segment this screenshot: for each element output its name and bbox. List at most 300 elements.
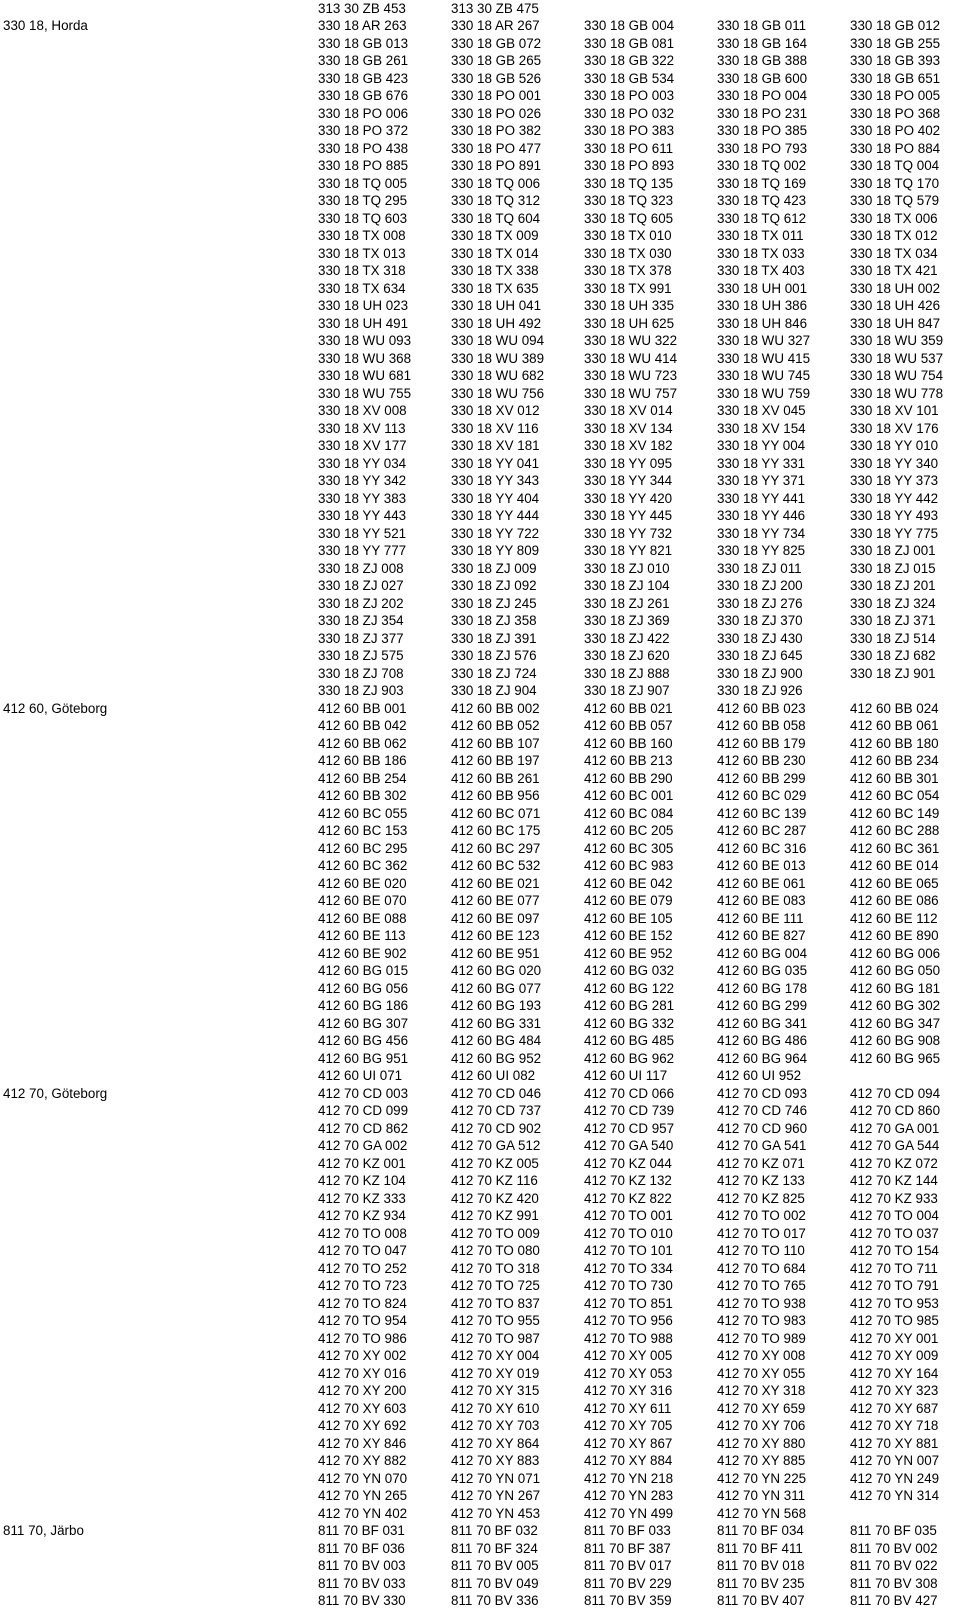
code-cell: 412 70 GA 540 [584, 1138, 674, 1153]
code-cell: 811 70 BV 018 [717, 1558, 805, 1573]
listing-row [0, 1417, 960, 1435]
code-cell: 412 60 BG 056 [318, 980, 409, 996]
code-cell: 412 60 BE 113 [318, 928, 406, 943]
code-cell: 330 18 UH 491 [318, 315, 409, 331]
code-cell: 330 18 TX 008 [318, 228, 406, 243]
code-cell: 412 70 GA 001 [850, 1120, 940, 1136]
code-cell: 412 60 BB 062 [318, 735, 407, 751]
code-cell: 412 60 BE 077 [451, 893, 540, 908]
code-cell: 330 18 XV 014 [584, 403, 673, 418]
code-cell: 412 70 KZ 001 [318, 1155, 406, 1171]
code-cell: 330 18 ZJ 900 [717, 665, 803, 681]
listing-row [0, 122, 960, 140]
code-cell: 412 70 CD 957 [584, 1120, 675, 1136]
code-cell: 330 18 TX 011 [717, 228, 804, 243]
code-cell: 412 60 BC 054 [850, 788, 940, 803]
code-cell: 412 70 XY 002 [318, 1348, 407, 1363]
code-cell: 330 18 TX 378 [584, 263, 672, 278]
listing-row [0, 595, 960, 613]
code-cell: 412 70 CD 066 [584, 1085, 675, 1101]
code-cell: 330 18 AR 267 [451, 18, 540, 33]
code-cell: 412 60 BB 002 [451, 700, 540, 716]
code-cell: 412 60 BB 179 [717, 735, 806, 751]
code-cell: 330 18 GB 261 [318, 53, 409, 68]
code-cell: 330 18 ZJ 354 [318, 613, 404, 628]
code-cell: 330 18 ZJ 104 [584, 578, 670, 593]
code-cell: 330 18 TQ 605 [584, 210, 674, 226]
code-cell: 412 70 KZ 822 [584, 1190, 672, 1206]
code-cell: 412 70 XY 867 [584, 1435, 673, 1451]
code-cell: 330 18 YY 446 [717, 508, 806, 523]
code-cell: 330 18 TQ 423 [717, 193, 807, 208]
code-cell: 412 60 BE 827 [717, 928, 806, 943]
listing-row [0, 297, 960, 315]
code-cell: 412 60 BE 088 [318, 910, 407, 926]
code-cell: 811 70 BV 005 [451, 1558, 539, 1573]
code-cell: 330 18 YY 095 [584, 455, 673, 471]
code-cell: 412 70 XY 703 [451, 1418, 540, 1433]
code-cell: 412 60 BC 288 [850, 823, 940, 838]
code-cell: 412 70 YN 267 [451, 1488, 541, 1503]
code-cell: 412 70 YN 070 [318, 1470, 408, 1486]
listing-row [0, 1015, 960, 1033]
code-cell: 330 18 TX 009 [451, 228, 539, 243]
code-cell: 412 60 BG 952 [451, 1050, 542, 1066]
code-cell: 412 60 BG 032 [584, 963, 675, 978]
code-cell: 412 70 CD 737 [451, 1103, 542, 1118]
code-cell: 330 18 PO 383 [584, 123, 675, 138]
code-cell: 330 18 TQ 612 [717, 210, 807, 226]
code-cell: 412 70 YN 453 [451, 1505, 541, 1521]
code-cell: 330 18 TX 033 [717, 245, 805, 261]
code-cell: 412 70 XY 055 [717, 1365, 806, 1381]
code-cell: 412 60 BB 024 [850, 700, 939, 716]
code-cell: 330 18 PO 893 [584, 158, 675, 173]
listing-row [0, 647, 960, 665]
code-cell: 412 70 TO 101 [584, 1243, 673, 1258]
code-cell: 330 18 YY 373 [850, 473, 939, 488]
code-cell: 412 60 BG 962 [584, 1050, 675, 1066]
code-cell: 330 18 ZJ 576 [451, 648, 537, 663]
code-cell: 330 18 WU 327 [717, 333, 811, 348]
code-cell: 330 18 TX 421 [850, 263, 938, 278]
code-cell: 330 18 TX 635 [451, 280, 539, 296]
code-cell: 330 18 PO 026 [451, 105, 542, 121]
listing-row [0, 1190, 960, 1208]
code-cell: 412 60 BE 111 [717, 910, 804, 926]
listing-row [0, 1137, 960, 1155]
listing-row [0, 735, 960, 753]
code-cell: 330 18 YY 825 [717, 543, 806, 558]
code-cell: 412 60 BB 023 [717, 700, 806, 716]
code-cell: 412 60 BG 077 [451, 980, 542, 996]
code-cell: 412 70 TO 725 [451, 1278, 540, 1293]
code-cell: 412 60 BE 097 [451, 910, 540, 926]
listing-row [0, 1522, 960, 1540]
code-cell: 330 18 YY 383 [318, 490, 407, 506]
code-cell: 412 70 GA 544 [850, 1138, 940, 1153]
code-cell: 412 70 KZ 116 [451, 1173, 538, 1188]
code-cell: 412 60 BE 079 [584, 893, 673, 908]
listing-row [0, 175, 960, 193]
listing-row [0, 752, 960, 770]
code-cell: 412 70 KZ 133 [717, 1173, 805, 1188]
code-cell: 412 60 BC 362 [318, 858, 408, 873]
code-cell: 330 18 UH 426 [850, 298, 941, 313]
code-cell: 330 18 TQ 002 [717, 158, 807, 173]
listing-row [0, 35, 960, 53]
code-cell: 412 70 TO 154 [850, 1243, 939, 1258]
code-cell: 330 18 WU 094 [451, 333, 545, 348]
listing-row [0, 1155, 960, 1173]
code-cell: 412 70 XY 864 [451, 1435, 540, 1451]
code-cell: 412 60 BE 890 [850, 928, 939, 943]
listing-row [0, 1487, 960, 1505]
code-cell: 412 60 BB 290 [584, 770, 673, 786]
code-cell: 330 18 XV 116 [451, 420, 539, 436]
code-cell: 412 70 CD 746 [717, 1103, 808, 1118]
code-cell: 412 70 CD 093 [717, 1085, 808, 1101]
listing-row [0, 1470, 960, 1488]
code-cell: 330 18 GB 322 [584, 53, 675, 68]
code-cell: 412 70 TO 985 [850, 1313, 939, 1328]
code-cell: 330 18 ZJ 009 [451, 560, 537, 576]
code-cell: 412 70 TO 009 [451, 1225, 540, 1241]
code-cell: 330 18 PO 885 [318, 158, 409, 173]
code-cell: 330 18 YY 443 [318, 508, 407, 523]
code-cell: 330 18 YY 775 [850, 525, 939, 541]
listing-row [0, 192, 960, 210]
code-cell: 412 70 KZ 825 [717, 1190, 805, 1206]
code-cell: 412 70 TO 989 [717, 1330, 806, 1346]
code-cell: 412 60 BG 347 [850, 1015, 941, 1031]
code-cell: 412 60 BC 153 [318, 823, 408, 838]
code-cell: 412 70 XY 883 [451, 1453, 540, 1468]
code-cell: 412 60 BE 070 [318, 893, 407, 908]
code-cell: 330 18 YY 734 [717, 525, 806, 541]
code-cell: 330 18 YY 493 [850, 508, 939, 523]
code-cell: 412 60 BE 951 [451, 945, 540, 961]
code-cell: 330 18 PO 477 [451, 140, 542, 156]
listing-row [0, 822, 960, 840]
code-cell: 330 18 TX 006 [850, 210, 938, 226]
listing-row [0, 840, 960, 858]
listing-row [0, 1085, 960, 1103]
code-cell: 412 70 XY 008 [717, 1348, 806, 1363]
listing-row [0, 140, 960, 158]
listing-row [0, 577, 960, 595]
listing-row [0, 1225, 960, 1243]
code-cell: 330 18 ZJ 645 [717, 648, 803, 663]
code-cell: 412 60 BC 983 [584, 858, 674, 873]
code-cell: 811 70 BV 427 [850, 1593, 938, 1608]
code-cell: 330 18 GB 393 [850, 53, 941, 68]
code-cell: 330 18 YY 343 [451, 473, 540, 488]
code-cell: 412 70 GA 002 [318, 1138, 408, 1153]
code-cell: 330 18 GB 011 [717, 18, 807, 33]
code-cell: 412 60 BC 055 [318, 805, 408, 821]
code-cell: 412 60 BG 331 [451, 1015, 542, 1031]
code-cell: 811 70 BV 330 [318, 1593, 406, 1608]
code-cell: 412 70 XY 318 [717, 1383, 806, 1398]
code-cell: 412 70 XY 880 [717, 1435, 806, 1451]
listing-row [0, 875, 960, 893]
code-cell: 330 18 GB 265 [451, 53, 542, 68]
code-cell: 412 70 TO 954 [318, 1313, 407, 1328]
code-cell: 330 18 ZJ 907 [584, 683, 670, 698]
listing-row [0, 1312, 960, 1330]
code-cell: 412 70 TO 010 [584, 1225, 673, 1241]
code-cell: 811 70 BF 324 [451, 1540, 538, 1556]
code-cell: 412 60 BG 193 [451, 998, 542, 1013]
code-cell: 313 30 ZB 475 [451, 1, 539, 16]
code-cell: 330 18 YY 342 [318, 473, 407, 488]
code-cell: 330 18 ZJ 245 [451, 595, 537, 611]
code-cell: 330 18 YY 521 [318, 525, 407, 541]
code-cell: 330 18 GB 423 [318, 70, 409, 86]
code-cell: 330 18 GB 526 [451, 70, 542, 86]
code-cell: 412 60 BG 004 [717, 945, 808, 961]
code-cell: 412 60 BC 149 [850, 805, 940, 821]
code-cell: 412 60 BG 951 [318, 1050, 409, 1066]
code-cell: 811 70 BF 036 [318, 1540, 405, 1556]
listing-row [0, 210, 960, 228]
code-cell: 330 18 XV 045 [717, 403, 806, 418]
code-cell: 412 60 BG 006 [850, 945, 941, 961]
code-cell: 330 18 PO 005 [850, 88, 941, 103]
code-cell: 412 70 TO 723 [318, 1278, 407, 1293]
code-cell: 412 70 KZ 005 [451, 1155, 539, 1171]
code-cell: 330 18 XV 101 [850, 403, 939, 418]
code-cell: 412 70 XY 603 [318, 1400, 407, 1416]
code-cell: 412 70 TO 002 [717, 1208, 806, 1223]
code-cell: 330 18 WU 389 [451, 350, 545, 366]
listing-row [0, 1172, 960, 1190]
code-cell: 330 18 UH 846 [717, 315, 808, 331]
code-cell: 412 60 BG 302 [850, 998, 941, 1013]
code-cell: 412 60 BG 332 [584, 1015, 675, 1031]
code-cell: 412 60 BG 484 [451, 1033, 542, 1048]
code-cell: 330 18 UH 492 [451, 315, 542, 331]
code-cell: 412 60 BG 186 [318, 998, 409, 1013]
code-cell: 412 60 BC 071 [451, 805, 541, 821]
code-cell: 412 60 BG 964 [717, 1050, 808, 1066]
code-cell: 330 18 ZJ 903 [318, 683, 404, 698]
listing-row [0, 455, 960, 473]
code-cell: 412 70 CD 094 [850, 1085, 941, 1101]
listing-row [0, 717, 960, 735]
code-cell: 412 70 TO 110 [717, 1243, 805, 1258]
code-cell: 330 18 YY 041 [451, 455, 540, 471]
code-cell: 412 60 BE 014 [850, 858, 939, 873]
code-cell: 330 18 TX 991 [584, 280, 672, 296]
code-cell: 330 18 ZJ 015 [850, 560, 936, 576]
code-cell: 330 18 YY 445 [584, 508, 673, 523]
code-cell: 412 60 BB 261 [451, 770, 540, 786]
code-cell: 330 18 ZJ 620 [584, 648, 670, 663]
code-cell: 330 18 TQ 135 [584, 175, 674, 191]
code-cell: 412 70 KZ 934 [318, 1208, 406, 1223]
listing-row [0, 420, 960, 438]
code-cell: 412 70 YN 311 [717, 1488, 806, 1503]
code-cell: 811 70 BV 003 [318, 1558, 406, 1573]
code-cell: 330 18 WU 757 [584, 385, 678, 401]
code-cell: 412 60 BB 001 [318, 700, 407, 716]
listing-row [0, 1050, 960, 1068]
code-cell: 330 18 TQ 170 [850, 175, 940, 191]
code-cell: 330 18 ZJ 092 [451, 578, 537, 593]
code-cell: 412 70 TO 955 [451, 1313, 540, 1328]
code-cell: 412 60 UI 117 [584, 1068, 668, 1083]
code-cell: 412 70 CD 003 [318, 1085, 409, 1101]
code-cell: 330 18 YY 344 [584, 473, 673, 488]
code-cell: 412 70 CD 862 [318, 1120, 409, 1136]
code-cell: 330 18 PO 611 [584, 140, 674, 156]
code-cell: 330 18 PO 793 [717, 140, 808, 156]
listing-row [0, 1277, 960, 1295]
code-cell: 412 70 TO 017 [717, 1225, 806, 1241]
code-cell: 330 18 TX 338 [451, 263, 539, 278]
code-cell: 330 18 YY 034 [318, 455, 407, 471]
code-cell: 330 18 TQ 169 [717, 175, 807, 191]
code-cell: 330 18 YY 420 [584, 490, 673, 506]
listing-row [0, 1505, 960, 1523]
code-cell: 412 70 YN 402 [318, 1505, 408, 1521]
code-cell: 412 70 YN 265 [318, 1488, 408, 1503]
code-cell: 330 18 ZJ 391 [451, 630, 537, 646]
listing-row [0, 630, 960, 648]
code-cell: 412 60 UI 952 [717, 1068, 802, 1083]
code-cell: 811 70 BV 002 [850, 1540, 938, 1556]
code-cell: 330 18 PO 891 [451, 158, 542, 173]
code-cell: 412 70 TO 711 [850, 1260, 938, 1276]
code-cell: 412 70 XY 315 [451, 1383, 540, 1398]
listing-row [0, 0, 960, 17]
code-cell: 412 60 BB 107 [451, 735, 540, 751]
code-cell: 330 18 GB 164 [717, 35, 808, 51]
code-cell: 412 60 BG 035 [717, 963, 808, 978]
code-cell: 412 70 KZ 072 [850, 1155, 938, 1171]
listing-row [0, 1452, 960, 1470]
code-cell: 330 18 TQ 579 [850, 193, 940, 208]
code-cell: 330 18 WU 368 [318, 350, 412, 366]
code-cell: 330 18 YY 441 [717, 490, 806, 506]
listing-row [0, 1067, 960, 1085]
code-cell: 330 18 XV 008 [318, 403, 407, 418]
code-cell: 412 60 BG 181 [850, 980, 941, 996]
code-cell: 330 18 GB 676 [318, 88, 409, 103]
code-cell: 330 18 WU 415 [717, 350, 811, 366]
code-cell: 330 18 ZJ 377 [318, 630, 404, 646]
code-cell: 412 60 BC 532 [451, 858, 541, 873]
code-cell: 412 60 BC 287 [717, 823, 807, 838]
listing-row [0, 105, 960, 123]
code-cell: 412 60 BC 139 [717, 805, 807, 821]
code-cell: 412 60 BC 295 [318, 840, 408, 856]
code-cell: 412 60 BC 361 [850, 840, 940, 856]
code-cell: 412 70 XY 882 [318, 1453, 407, 1468]
code-cell: 330 18 ZJ 358 [451, 613, 537, 628]
code-cell: 412 70 KZ 991 [451, 1208, 539, 1223]
listing-row [0, 525, 960, 543]
code-cell: 330 18 ZJ 008 [318, 560, 404, 576]
listing-row [0, 472, 960, 490]
listing-row [0, 1207, 960, 1225]
code-cell: 330 18 GB 651 [850, 70, 941, 86]
code-cell: 330 18 GB 388 [717, 53, 808, 68]
code-cell: 811 70 BV 407 [717, 1593, 805, 1608]
code-cell: 330 18 PO 385 [717, 123, 808, 138]
code-cell: 330 18 UH 041 [451, 298, 542, 313]
code-cell: 330 18 TX 403 [717, 263, 805, 278]
listing-row [0, 700, 960, 718]
code-cell: 330 18 XV 176 [850, 420, 939, 436]
code-cell: 330 18 PO 003 [584, 88, 675, 103]
listing-row [0, 770, 960, 788]
listing-row [0, 1365, 960, 1383]
code-cell: 412 70 KZ 104 [318, 1173, 406, 1188]
code-cell: 330 18 ZJ 027 [318, 578, 404, 593]
code-cell: 330 18 WU 723 [584, 368, 678, 383]
code-cell: 330 18 PO 372 [318, 123, 409, 138]
code-cell: 412 60 BB 213 [584, 753, 673, 768]
listing-row [0, 1260, 960, 1278]
code-cell: 313 30 ZB 453 [318, 1, 406, 16]
code-cell: 412 60 BE 086 [850, 893, 939, 908]
code-cell: 811 70 BF 032 [451, 1523, 538, 1538]
code-cell: 412 60 BG 965 [850, 1050, 941, 1066]
code-cell: 330 18 AR 263 [318, 18, 407, 33]
code-cell: 811 70 BF 035 [850, 1523, 937, 1538]
code-cell: 330 18 GB 255 [850, 35, 941, 51]
code-cell: 330 18 TX 634 [318, 280, 406, 296]
code-cell: 330 18 TX 013 [318, 245, 406, 261]
code-cell: 412 70 XY 001 [850, 1330, 939, 1346]
code-cell: 811 70 BF 411 [717, 1540, 803, 1556]
code-cell: 330 18 ZJ 261 [584, 595, 670, 611]
code-cell: 412 60 BE 021 [451, 875, 540, 891]
code-cell: 412 70 XY 885 [717, 1453, 806, 1468]
listing-row [0, 350, 960, 368]
code-cell: 412 60 BC 205 [584, 823, 674, 838]
code-cell: 330 18 YY 821 [584, 543, 673, 558]
code-cell: 330 18 TQ 604 [451, 210, 541, 226]
listing-row [0, 385, 960, 403]
code-cell: 412 60 BE 013 [717, 858, 806, 873]
code-cell: 412 70 TO 824 [318, 1295, 407, 1311]
code-cell: 412 70 TO 008 [318, 1225, 407, 1241]
code-cell: 412 60 BB 230 [717, 753, 806, 768]
code-cell: 330 18 YY 444 [451, 508, 540, 523]
code-cell: 412 60 BG 486 [717, 1033, 808, 1048]
code-cell: 412 70 KZ 044 [584, 1155, 672, 1171]
code-cell: 330 18 ZJ 371 [850, 613, 936, 628]
code-cell: 330 18 YY 331 [717, 455, 806, 471]
listing-row [0, 980, 960, 998]
code-cell: 412 70 YN 218 [584, 1470, 674, 1486]
code-cell: 330 18 WU 754 [850, 368, 944, 383]
code-cell: 412 70 TO 987 [451, 1330, 540, 1346]
code-cell: 330 18 WU 681 [318, 368, 412, 383]
code-cell: 412 60 BB 052 [451, 718, 540, 733]
code-cell: 330 18 WU 755 [318, 385, 412, 401]
code-cell: 330 18 XV 181 [451, 438, 540, 453]
code-cell: 330 18 WU 778 [850, 385, 944, 401]
code-cell: 330 18 TQ 004 [850, 158, 940, 173]
code-cell: 412 60 BB 299 [717, 770, 806, 786]
code-cell: 330 18 UH 847 [850, 315, 941, 331]
code-cell: 412 70 CD 960 [717, 1120, 808, 1136]
